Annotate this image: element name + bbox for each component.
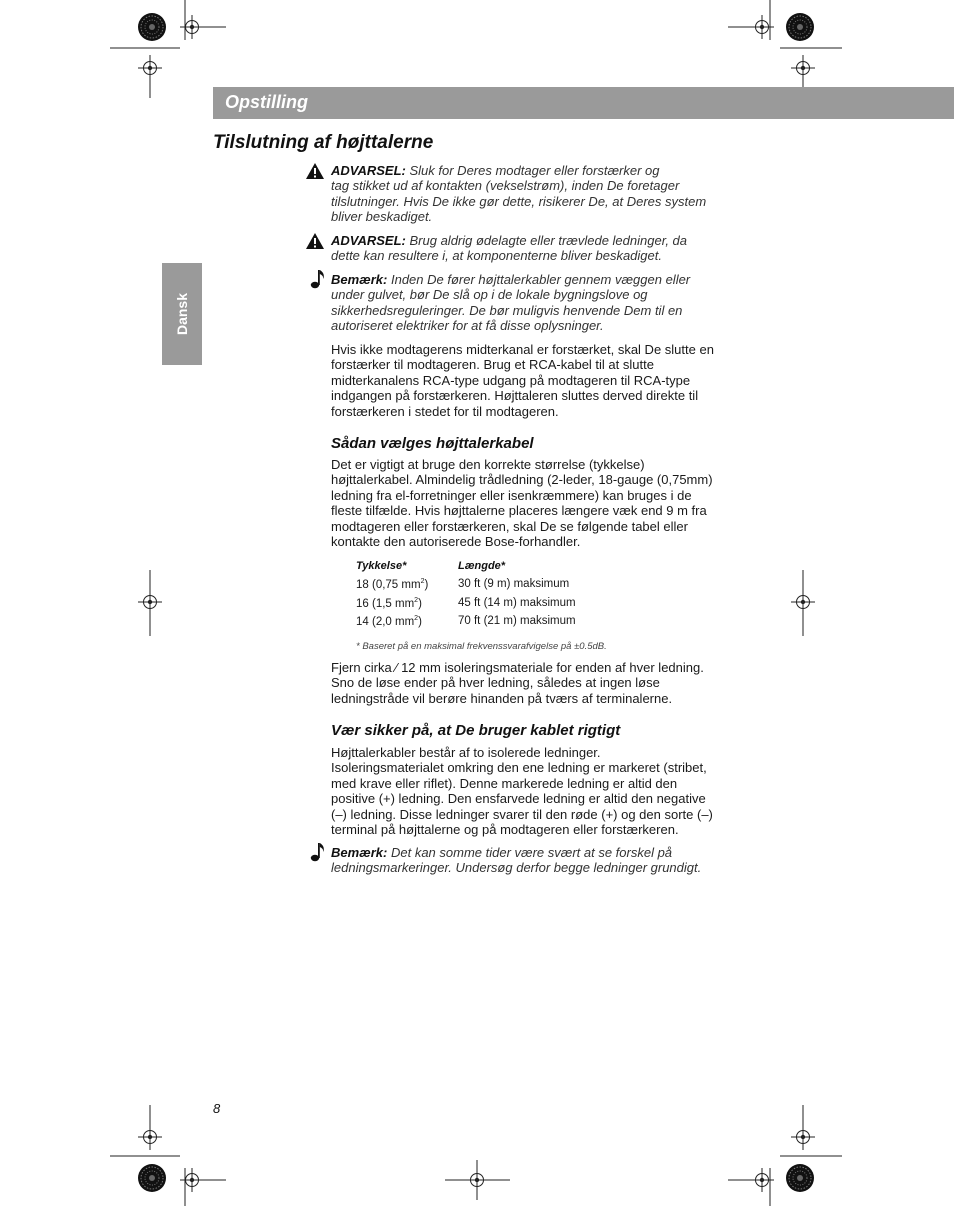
paragraph-line: ledningstråde vil berøre hinanden på tværs af terminalerne. <box>331 690 673 706</box>
note-text-line: Brug aldrig ødelagte eller trævlede ledninger, da <box>409 233 688 248</box>
warning-triangle-icon <box>305 232 325 250</box>
subheading: Vær sikker på, at De bruger kablet rigtigt <box>331 722 621 739</box>
table-cell-gauge: 18 (0,75 $mm^2$) <box>356 578 429 591</box>
paragraph-line: Isoleringsmaterialet omkring den ene ledning er markeret (stribet, <box>331 760 707 776</box>
paragraph-line: Sno de løse ender på hver ledning, således at ingen løse <box>331 675 660 691</box>
remark-note <box>331 845 751 876</box>
page-number: 8 <box>213 1101 221 1116</box>
note-text-line: ledningsmarkeringer. Undersøg derfor begge ledninger grundigt. <box>331 860 702 876</box>
note-text-line: autoriseret elektriker for at få disse oplysninger. <box>331 318 604 334</box>
table-cell-gauge: 16 (1,5 $mm^2$) <box>356 597 422 610</box>
note-label: ADVARSEL: <box>331 233 406 248</box>
paragraph-line: (–) ledning. Disse ledninger svarer til den røde (+) og den sorte (–) <box>331 806 713 822</box>
note-text-line: bliver beskadiget. <box>331 209 433 225</box>
paragraph-line: modtageren eller forstærkeren, skal De se følgende tabel eller <box>331 518 688 534</box>
paragraph-line: positive (+) ledning. Den ensfarvede ledning er altid den negative <box>331 791 706 807</box>
language-tab-label: Dansk <box>174 292 190 336</box>
table-cell-length: 45 ft (14 m) maksimum <box>458 597 576 609</box>
note-text-line: tag stikket ud af kontakten (vekselstrøm), inden De foretager <box>331 178 680 194</box>
paragraph-line: indgangen på forstærkeren. Højttaleren sluttes derved direkte til <box>331 388 699 404</box>
paragraph-line: forstærkeren i stedet for til modtageren. <box>331 403 559 419</box>
body-paragraph <box>331 660 751 706</box>
note-text-line: dette kan resultere i, at komponenterne bliver beskadiget. <box>331 248 662 264</box>
section-header-title: Opstilling <box>225 92 308 112</box>
subheading: Sådan vælges højttalerkabel <box>331 435 534 452</box>
table-header-length: Længde* <box>458 560 506 572</box>
language-side-tab <box>162 263 202 365</box>
table-header-thickness: Tykkelse* <box>356 560 407 572</box>
music-note-icon <box>310 268 326 290</box>
note-label: Bemærk: <box>331 272 388 287</box>
warning-note <box>331 233 751 264</box>
paragraph-line: kontakte den autoriserede Bose-forhandler. <box>331 534 581 550</box>
page-title: Tilslutning af højttalerne <box>213 132 434 153</box>
paragraph-line: Fjern cirka ⁄ 12 mm isoleringsmateriale for enden af hver ledning. <box>331 660 704 675</box>
table-footnote: * Baseret på en maksimal frekvenssvarafvigelse på ±0.5dB. <box>356 641 607 652</box>
music-note-icon <box>310 841 326 863</box>
body-paragraph <box>331 342 751 419</box>
paragraph-line: terminal på højttalerne og på modtageren eller forstærkeren. <box>331 822 679 838</box>
paragraph-line: Højttalerkabler består af to isolerede ledninger. <box>331 745 601 760</box>
note-text-line: Inden De fører højttalerkabler gennem væggen eller <box>390 272 691 287</box>
paragraph-line: forstærker til modtageren. Brug et RCA-kabel til at slutte <box>331 357 654 373</box>
note-text-line: Det kan somme tider være svært at se forskel på <box>390 845 673 860</box>
body-paragraph <box>331 745 751 837</box>
remark-note <box>331 272 751 334</box>
paragraph-line: højttalerkabel. Almindelig trådledning (2-leder, 18-gauge (0,75mm) <box>331 472 713 488</box>
paragraph-line: Hvis ikke modtagerens midterkanal er forstærket, skal De slutte en <box>331 342 714 357</box>
paragraph-line: fleste tilfælde. Hvis højttalerne placeres længere væk end 9 m fra <box>331 503 707 519</box>
paragraph-line: med krave eller riflet). Denne markerede ledning er altid den <box>331 775 678 791</box>
note-text-line: Sluk for Deres modtager eller forstærker og <box>409 163 660 178</box>
table-cell-length: 70 ft (21 m) maksimum <box>458 615 576 627</box>
section-header-band <box>213 87 954 119</box>
table-cell-gauge: 14 (2,0 $mm^2$) <box>356 615 422 628</box>
warning-triangle-icon <box>305 162 325 180</box>
note-label: Bemærk: <box>331 845 388 860</box>
note-text-line: tilslutninger. Hvis De ikke gør dette, risikerer De, at Deres system <box>331 193 707 209</box>
paragraph-line: ledning fra el-forretninger eller isenkræmmere) kan bruges i de <box>331 487 692 503</box>
paragraph-line: Det er vigtigt at bruge den korrekte størrelse (tykkelse) <box>331 457 645 472</box>
table-cell-length: 30 ft (9 m) maksimum <box>458 578 570 590</box>
note-text-line: sikkerhedsreguleringer. De bør muligvis henvende Dem til en <box>331 302 683 318</box>
note-text-line: under gulvet, bør De slå op i de lokale bygningslove og <box>331 287 648 303</box>
body-paragraph <box>331 457 751 549</box>
warning-note <box>331 163 751 225</box>
note-label: ADVARSEL: <box>331 163 406 178</box>
paragraph-line: midterkanalens RCA-type udgang på modtageren til RCA-type <box>331 372 691 388</box>
